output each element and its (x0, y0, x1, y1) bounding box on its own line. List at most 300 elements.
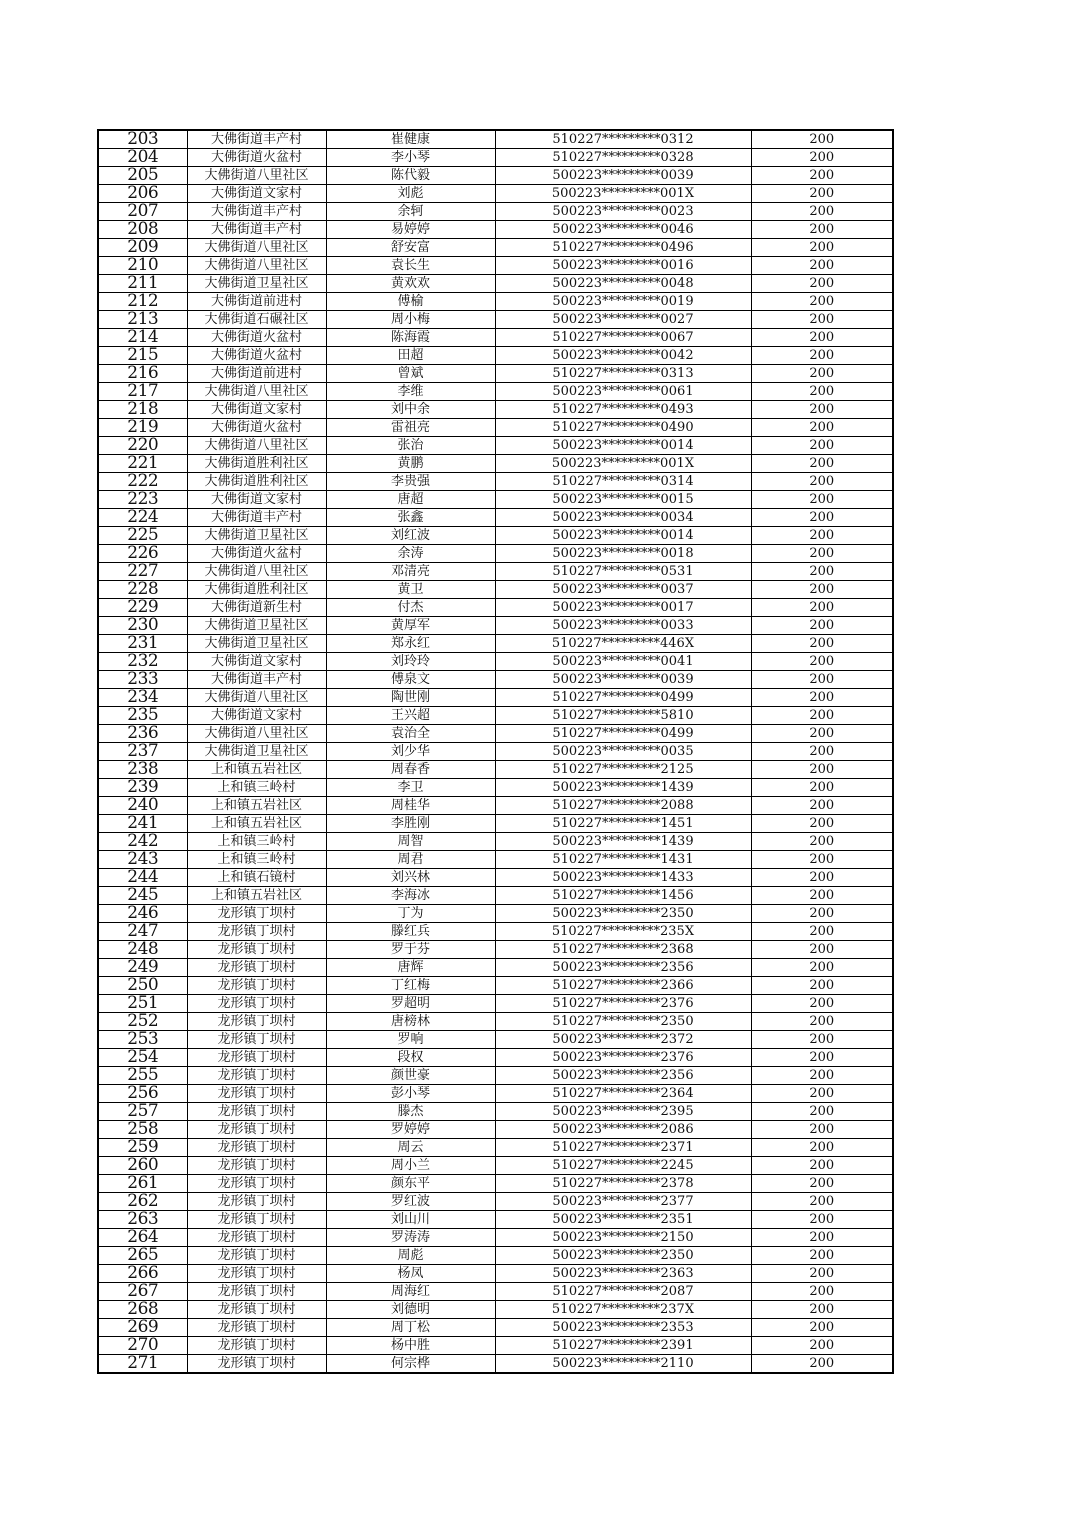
row-number: 264 (98, 1229, 187, 1247)
id-number-cell: 500223*********0061 (495, 383, 751, 401)
location-cell: 龙形镇丁坝村 (187, 1265, 326, 1283)
row-number: 211 (98, 275, 187, 293)
location-cell: 大佛街道卫星社区 (187, 275, 326, 293)
table-row (98, 923, 893, 941)
table-row (98, 761, 893, 779)
row-number: 239 (98, 779, 187, 797)
amount-cell: 200 (751, 1031, 893, 1049)
location-cell: 龙形镇丁坝村 (187, 1157, 326, 1175)
amount-cell: 200 (751, 239, 893, 257)
location-cell: 大佛街道卫星社区 (187, 743, 326, 761)
name-cell: 崔健康 (326, 130, 495, 149)
location-cell: 大佛街道前进村 (187, 365, 326, 383)
location-cell: 龙形镇丁坝村 (187, 1229, 326, 1247)
id-number-cell: 500223*********1439 (495, 833, 751, 851)
amount-cell: 200 (751, 833, 893, 851)
amount-cell: 200 (751, 221, 893, 239)
table-row (98, 311, 893, 329)
name-cell: 颜世豪 (326, 1067, 495, 1085)
location-cell: 大佛街道八里社区 (187, 167, 326, 185)
row-number: 247 (98, 923, 187, 941)
amount-cell: 200 (751, 311, 893, 329)
name-cell: 张治 (326, 437, 495, 455)
location-cell: 大佛街道丰产村 (187, 509, 326, 527)
name-cell: 罗于芬 (326, 941, 495, 959)
name-cell: 李小琴 (326, 149, 495, 167)
location-cell: 大佛街道胜利社区 (187, 455, 326, 473)
table-row (98, 545, 893, 563)
name-cell: 周春香 (326, 761, 495, 779)
row-number: 240 (98, 797, 187, 815)
row-number: 225 (98, 527, 187, 545)
table-row (98, 383, 893, 401)
id-number-cell: 500223*********1433 (495, 869, 751, 887)
name-cell: 罗红波 (326, 1193, 495, 1211)
id-number-cell: 510227*********2125 (495, 761, 751, 779)
row-number: 243 (98, 851, 187, 869)
amount-cell: 200 (751, 761, 893, 779)
row-number: 268 (98, 1301, 187, 1319)
location-cell: 大佛街道文家村 (187, 653, 326, 671)
amount-cell: 200 (751, 707, 893, 725)
id-number-cell: 510227*********2087 (495, 1283, 751, 1301)
id-number-cell: 500223*********0039 (495, 671, 751, 689)
name-cell: 周丁松 (326, 1319, 495, 1337)
amount-cell: 200 (751, 779, 893, 797)
name-cell: 周智 (326, 833, 495, 851)
name-cell: 黄欢欢 (326, 275, 495, 293)
table-row (98, 1103, 893, 1121)
table-row (98, 689, 893, 707)
id-number-cell: 500223*********0014 (495, 437, 751, 455)
table-row (98, 1121, 893, 1139)
amount-cell: 200 (751, 1247, 893, 1265)
roster-table (97, 129, 894, 1374)
location-cell: 大佛街道八里社区 (187, 437, 326, 455)
location-cell: 龙形镇丁坝村 (187, 1319, 326, 1337)
location-cell: 龙形镇丁坝村 (187, 923, 326, 941)
row-number: 226 (98, 545, 187, 563)
row-number: 209 (98, 239, 187, 257)
table-row (98, 1337, 893, 1355)
row-number: 260 (98, 1157, 187, 1175)
id-number-cell: 500223*********0019 (495, 293, 751, 311)
row-number: 212 (98, 293, 187, 311)
row-number: 244 (98, 869, 187, 887)
name-cell: 唐辉 (326, 959, 495, 977)
location-cell: 大佛街道火盆村 (187, 419, 326, 437)
name-cell: 曾斌 (326, 365, 495, 383)
name-cell: 黄鹏 (326, 455, 495, 473)
location-cell: 大佛街道八里社区 (187, 383, 326, 401)
location-cell: 大佛街道卫星社区 (187, 617, 326, 635)
row-number: 230 (98, 617, 187, 635)
location-cell: 大佛街道八里社区 (187, 239, 326, 257)
amount-cell: 200 (751, 473, 893, 491)
amount-cell: 200 (751, 563, 893, 581)
table-row (98, 869, 893, 887)
location-cell: 龙形镇丁坝村 (187, 1193, 326, 1211)
location-cell: 上和镇五岩社区 (187, 887, 326, 905)
name-cell: 刘红波 (326, 527, 495, 545)
row-number: 223 (98, 491, 187, 509)
row-number: 224 (98, 509, 187, 527)
location-cell: 龙形镇丁坝村 (187, 1085, 326, 1103)
id-number-cell: 510227*********1431 (495, 851, 751, 869)
table-row (98, 491, 893, 509)
location-cell: 龙形镇丁坝村 (187, 1049, 326, 1067)
location-cell: 龙形镇丁坝村 (187, 1283, 326, 1301)
name-cell: 罗涛涛 (326, 1229, 495, 1247)
id-number-cell: 510227*********1456 (495, 887, 751, 905)
table-row (98, 599, 893, 617)
amount-cell: 200 (751, 257, 893, 275)
location-cell: 上和镇石镜村 (187, 869, 326, 887)
amount-cell: 200 (751, 851, 893, 869)
amount-cell: 200 (751, 725, 893, 743)
id-number-cell: 510227*********0312 (495, 130, 751, 149)
roster-rows (98, 130, 893, 1373)
id-number-cell: 500223*********0023 (495, 203, 751, 221)
table-row (98, 1013, 893, 1031)
id-number-cell: 500223*********2372 (495, 1031, 751, 1049)
id-number-cell: 510227*********0499 (495, 725, 751, 743)
row-number: 242 (98, 833, 187, 851)
amount-cell: 200 (751, 923, 893, 941)
amount-cell: 200 (751, 887, 893, 905)
name-cell: 滕杰 (326, 1103, 495, 1121)
name-cell: 陈海霞 (326, 329, 495, 347)
amount-cell: 200 (751, 869, 893, 887)
table-row (98, 905, 893, 923)
id-number-cell: 500223*********2150 (495, 1229, 751, 1247)
id-number-cell: 500223*********2395 (495, 1103, 751, 1121)
amount-cell: 200 (751, 959, 893, 977)
name-cell: 周云 (326, 1139, 495, 1157)
name-cell: 袁长生 (326, 257, 495, 275)
name-cell: 唐超 (326, 491, 495, 509)
name-cell: 刘彪 (326, 185, 495, 203)
amount-cell: 200 (751, 455, 893, 473)
table-row (98, 167, 893, 185)
location-cell: 大佛街道文家村 (187, 185, 326, 203)
table-row (98, 1319, 893, 1337)
row-number: 218 (98, 401, 187, 419)
id-number-cell: 510227*********0499 (495, 689, 751, 707)
location-cell: 上和镇五岩社区 (187, 815, 326, 833)
row-number: 206 (98, 185, 187, 203)
location-cell: 上和镇五岩社区 (187, 797, 326, 815)
amount-cell: 200 (751, 275, 893, 293)
row-number: 234 (98, 689, 187, 707)
table-row (98, 509, 893, 527)
location-cell: 大佛街道胜利社区 (187, 473, 326, 491)
row-number: 221 (98, 455, 187, 473)
amount-cell: 200 (751, 743, 893, 761)
name-cell: 刘少华 (326, 743, 495, 761)
location-cell: 龙形镇丁坝村 (187, 1355, 326, 1374)
name-cell: 舒安富 (326, 239, 495, 257)
table-row (98, 185, 893, 203)
table-row (98, 257, 893, 275)
amount-cell: 200 (751, 509, 893, 527)
amount-cell: 200 (751, 581, 893, 599)
name-cell: 余轲 (326, 203, 495, 221)
location-cell: 龙形镇丁坝村 (187, 959, 326, 977)
row-number: 253 (98, 1031, 187, 1049)
table-row (98, 1193, 893, 1211)
name-cell: 余涛 (326, 545, 495, 563)
row-number: 269 (98, 1319, 187, 1337)
id-number-cell: 500223*********1439 (495, 779, 751, 797)
row-number: 233 (98, 671, 187, 689)
location-cell: 大佛街道卫星社区 (187, 635, 326, 653)
id-number-cell: 500223*********001X (495, 455, 751, 473)
name-cell: 唐榜林 (326, 1013, 495, 1031)
amount-cell: 200 (751, 149, 893, 167)
id-number-cell: 510227*********237X (495, 1301, 751, 1319)
table-row (98, 563, 893, 581)
location-cell: 大佛街道八里社区 (187, 725, 326, 743)
amount-cell: 200 (751, 1301, 893, 1319)
amount-cell: 200 (751, 905, 893, 923)
table-row (98, 473, 893, 491)
row-number: 261 (98, 1175, 187, 1193)
row-number: 231 (98, 635, 187, 653)
table-row (98, 959, 893, 977)
id-number-cell: 500223*********2356 (495, 1067, 751, 1085)
table-row (98, 437, 893, 455)
table-row (98, 347, 893, 365)
id-number-cell: 510227*********0328 (495, 149, 751, 167)
table-row (98, 1247, 893, 1265)
table-row (98, 977, 893, 995)
name-cell: 付杰 (326, 599, 495, 617)
row-number: 266 (98, 1265, 187, 1283)
id-number-cell: 500223*********2363 (495, 1265, 751, 1283)
name-cell: 丁红梅 (326, 977, 495, 995)
table-row (98, 1067, 893, 1085)
name-cell: 刘玲玲 (326, 653, 495, 671)
row-number: 267 (98, 1283, 187, 1301)
id-number-cell: 510227*********2350 (495, 1013, 751, 1031)
location-cell: 大佛街道火盆村 (187, 149, 326, 167)
id-number-cell: 510227*********5810 (495, 707, 751, 725)
id-number-cell: 500223*********0016 (495, 257, 751, 275)
amount-cell: 200 (751, 527, 893, 545)
name-cell: 陶世刚 (326, 689, 495, 707)
row-number: 241 (98, 815, 187, 833)
location-cell: 上和镇三岭村 (187, 833, 326, 851)
name-cell: 滕红兵 (326, 923, 495, 941)
name-cell: 郑永红 (326, 635, 495, 653)
id-number-cell: 510227*********0313 (495, 365, 751, 383)
row-number: 222 (98, 473, 187, 491)
amount-cell: 200 (751, 977, 893, 995)
name-cell: 易婷婷 (326, 221, 495, 239)
location-cell: 龙形镇丁坝村 (187, 905, 326, 923)
row-number: 258 (98, 1121, 187, 1139)
id-number-cell: 500223*********0037 (495, 581, 751, 599)
id-number-cell: 510227*********2371 (495, 1139, 751, 1157)
location-cell: 大佛街道胜利社区 (187, 581, 326, 599)
table-row (98, 1355, 893, 1374)
table-row (98, 1265, 893, 1283)
name-cell: 李贵强 (326, 473, 495, 491)
table-row (98, 1157, 893, 1175)
amount-cell: 200 (751, 1319, 893, 1337)
id-number-cell: 510227*********0531 (495, 563, 751, 581)
name-cell: 黄厚军 (326, 617, 495, 635)
location-cell: 龙形镇丁坝村 (187, 1013, 326, 1031)
id-number-cell: 500223*********0048 (495, 275, 751, 293)
table-row (98, 329, 893, 347)
amount-cell: 200 (751, 130, 893, 149)
name-cell: 李卫 (326, 779, 495, 797)
id-number-cell: 510227*********1451 (495, 815, 751, 833)
table-row (98, 779, 893, 797)
row-number: 207 (98, 203, 187, 221)
row-number: 270 (98, 1337, 187, 1355)
row-number: 213 (98, 311, 187, 329)
id-number-cell: 500223*********2376 (495, 1049, 751, 1067)
table-row (98, 833, 893, 851)
row-number: 251 (98, 995, 187, 1013)
location-cell: 大佛街道丰产村 (187, 203, 326, 221)
name-cell: 杨凤 (326, 1265, 495, 1283)
name-cell: 彭小琴 (326, 1085, 495, 1103)
name-cell: 何宗桦 (326, 1355, 495, 1374)
name-cell: 周君 (326, 851, 495, 869)
amount-cell: 200 (751, 1067, 893, 1085)
id-number-cell: 500223*********001X (495, 185, 751, 203)
id-number-cell: 500223*********2356 (495, 959, 751, 977)
table-row (98, 851, 893, 869)
table-row (98, 1031, 893, 1049)
name-cell: 刘中余 (326, 401, 495, 419)
id-number-cell: 510227*********2088 (495, 797, 751, 815)
amount-cell: 200 (751, 1085, 893, 1103)
location-cell: 上和镇三岭村 (187, 851, 326, 869)
table-row (98, 815, 893, 833)
name-cell: 刘山川 (326, 1211, 495, 1229)
location-cell: 龙形镇丁坝村 (187, 1211, 326, 1229)
table-row (98, 1211, 893, 1229)
id-number-cell: 500223*********2353 (495, 1319, 751, 1337)
row-number: 203 (98, 130, 187, 149)
id-number-cell: 510227*********235X (495, 923, 751, 941)
id-number-cell: 500223*********0035 (495, 743, 751, 761)
id-number-cell: 510227*********0314 (495, 473, 751, 491)
name-cell: 傅泉文 (326, 671, 495, 689)
table-row (98, 725, 893, 743)
row-number: 220 (98, 437, 187, 455)
id-number-cell: 510227*********0493 (495, 401, 751, 419)
amount-cell: 200 (751, 167, 893, 185)
location-cell: 大佛街道新生村 (187, 599, 326, 617)
location-cell: 大佛街道丰产村 (187, 221, 326, 239)
table-row (98, 581, 893, 599)
row-number: 259 (98, 1139, 187, 1157)
location-cell: 大佛街道文家村 (187, 401, 326, 419)
name-cell: 周小梅 (326, 311, 495, 329)
location-cell: 龙形镇丁坝村 (187, 1121, 326, 1139)
row-number: 250 (98, 977, 187, 995)
amount-cell: 200 (751, 1175, 893, 1193)
amount-cell: 200 (751, 995, 893, 1013)
row-number: 256 (98, 1085, 187, 1103)
id-number-cell: 500223*********0046 (495, 221, 751, 239)
row-number: 252 (98, 1013, 187, 1031)
location-cell: 大佛街道火盆村 (187, 329, 326, 347)
amount-cell: 200 (751, 329, 893, 347)
table-row (98, 221, 893, 239)
name-cell: 刘德明 (326, 1301, 495, 1319)
id-number-cell: 500223*********0033 (495, 617, 751, 635)
amount-cell: 200 (751, 1211, 893, 1229)
name-cell: 杨中胜 (326, 1337, 495, 1355)
table-row (98, 365, 893, 383)
row-number: 237 (98, 743, 187, 761)
table-row (98, 635, 893, 653)
id-number-cell: 500223*********0017 (495, 599, 751, 617)
table-row (98, 1229, 893, 1247)
id-number-cell: 510227*********0496 (495, 239, 751, 257)
table-row (98, 527, 893, 545)
row-number: 238 (98, 761, 187, 779)
name-cell: 颜东平 (326, 1175, 495, 1193)
id-number-cell: 510227*********0490 (495, 419, 751, 437)
amount-cell: 200 (751, 1139, 893, 1157)
row-number: 245 (98, 887, 187, 905)
location-cell: 大佛街道文家村 (187, 491, 326, 509)
row-number: 262 (98, 1193, 187, 1211)
location-cell: 龙形镇丁坝村 (187, 1175, 326, 1193)
table-row (98, 1085, 893, 1103)
table-row (98, 995, 893, 1013)
table-row (98, 743, 893, 761)
row-number: 216 (98, 365, 187, 383)
id-number-cell: 500223*********0039 (495, 167, 751, 185)
amount-cell: 200 (751, 1265, 893, 1283)
name-cell: 罗婷婷 (326, 1121, 495, 1139)
name-cell: 李胜刚 (326, 815, 495, 833)
location-cell: 大佛街道前进村 (187, 293, 326, 311)
amount-cell: 200 (751, 635, 893, 653)
row-number: 236 (98, 725, 187, 743)
table-row (98, 1283, 893, 1301)
id-number-cell: 500223*********2351 (495, 1211, 751, 1229)
row-number: 217 (98, 383, 187, 401)
location-cell: 上和镇三岭村 (187, 779, 326, 797)
row-number: 229 (98, 599, 187, 617)
row-number: 248 (98, 941, 187, 959)
row-number: 235 (98, 707, 187, 725)
id-number-cell: 500223*********0015 (495, 491, 751, 509)
amount-cell: 200 (751, 293, 893, 311)
amount-cell: 200 (751, 419, 893, 437)
id-number-cell: 510227*********0067 (495, 329, 751, 347)
amount-cell: 200 (751, 689, 893, 707)
location-cell: 大佛街道石碾社区 (187, 311, 326, 329)
amount-cell: 200 (751, 437, 893, 455)
name-cell: 田超 (326, 347, 495, 365)
amount-cell: 200 (751, 1103, 893, 1121)
table-row (98, 130, 893, 149)
amount-cell: 200 (751, 599, 893, 617)
table-row (98, 401, 893, 419)
row-number: 210 (98, 257, 187, 275)
